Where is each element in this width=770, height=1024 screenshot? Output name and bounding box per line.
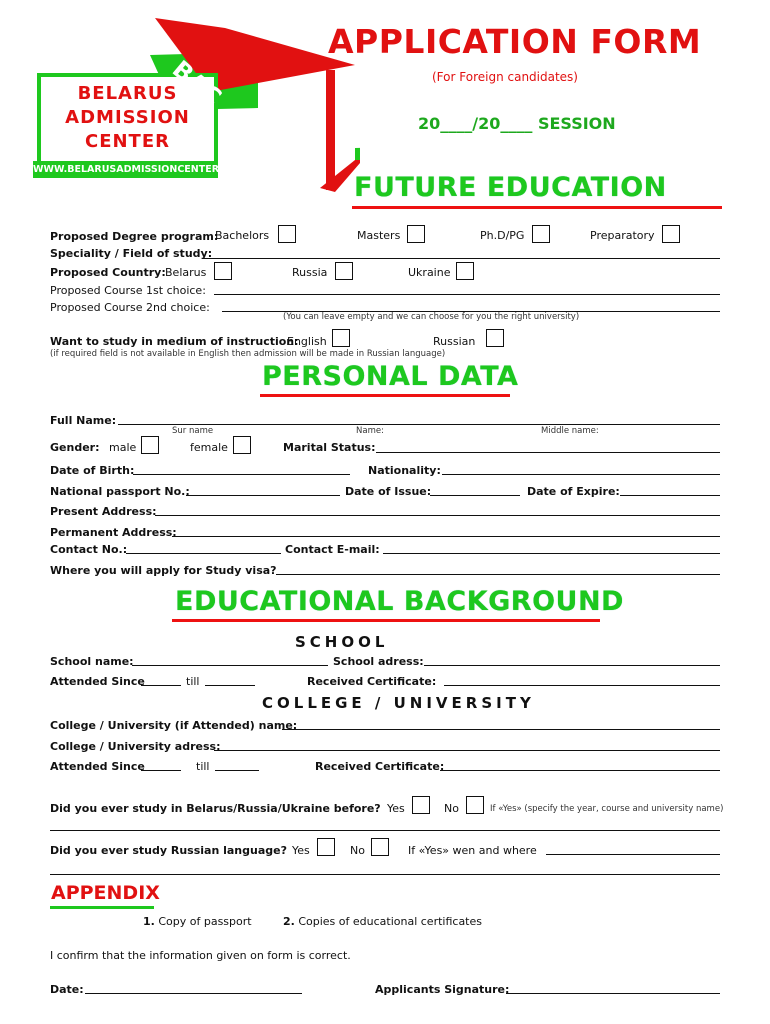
speciality-label: Speciality / Field of study:	[50, 247, 213, 260]
school-since-field[interactable]	[141, 685, 181, 686]
appendix-heading: APPENDIX	[51, 882, 160, 904]
appendix-item-1-text: Copy of passport	[158, 915, 252, 928]
expire-field[interactable]	[620, 495, 720, 496]
degree-phd-checkbox[interactable]	[532, 225, 550, 243]
logo-cap-text: BAC	[167, 55, 227, 112]
study-before-label: Did you ever study in Belarus/Russia/Ukraine before?	[50, 802, 381, 815]
issue-field[interactable]	[430, 495, 520, 496]
college-attended-label: Attended Since	[50, 760, 145, 773]
nationality-label: Nationality:	[368, 464, 441, 477]
school-till-label: till	[186, 675, 200, 688]
medium-russian-checkbox[interactable]	[486, 329, 504, 347]
course-note: (You can leave empty and we can choose for you the right university)	[283, 312, 580, 322]
expire-label: Date of Expire:	[527, 485, 620, 498]
country-belarus-label: Belarus	[165, 266, 207, 279]
school-certificate-field[interactable]	[444, 685, 720, 686]
passport-label: National passport No.:	[50, 485, 190, 498]
college-name-label: College / University (if Attended) name:	[50, 719, 298, 732]
degree-masters-checkbox[interactable]	[407, 225, 425, 243]
full-name-label: Full Name:	[50, 414, 117, 427]
name-hint: Name:	[356, 426, 384, 436]
issue-label: Date of Issue:	[345, 485, 432, 498]
dob-label: Date of Birth:	[50, 464, 135, 477]
full-name-field[interactable]	[118, 424, 720, 425]
course1-label: Proposed Course 1st choice:	[50, 284, 206, 297]
degree-bachelors-label: Bachelors	[215, 229, 270, 242]
contact-label: Contact No.:	[50, 543, 128, 556]
degree-preparatory-checkbox[interactable]	[662, 225, 680, 243]
school-name-label: School name:	[50, 655, 134, 668]
date-label: Date:	[50, 983, 84, 996]
personal-data-underline	[260, 394, 510, 397]
study-before-note: If «Yes» (specify the year, course and university name)	[490, 804, 724, 814]
school-till-field[interactable]	[205, 685, 255, 686]
country-label: Proposed Country:	[50, 266, 166, 279]
medium-label: Want to study in medium of instruction:	[50, 335, 299, 348]
country-russia-label: Russia	[292, 266, 328, 279]
dob-field[interactable]	[133, 474, 350, 475]
appendix-item-2	[283, 915, 482, 928]
gender-female-label: female	[190, 441, 228, 454]
college-certificate-label: Received Certificate:	[315, 760, 445, 773]
degree-label: Proposed Degree program:	[50, 230, 219, 243]
green-stripe	[355, 141, 360, 160]
fill-note: Please fill the form in capital letters	[560, 142, 739, 153]
future-education-heading: FUTURE EDUCATION	[354, 172, 667, 203]
study-before-no-checkbox[interactable]	[466, 796, 484, 814]
signature-field[interactable]	[506, 993, 720, 994]
gender-label: Gender:	[50, 441, 100, 454]
school-adress-label: School adress:	[333, 655, 424, 668]
school-adress-field[interactable]	[424, 665, 720, 666]
russian-no-checkbox[interactable]	[371, 838, 389, 856]
study-before-yes-label: Yes	[387, 802, 405, 815]
medium-english-label: English	[287, 335, 327, 348]
school-certificate-label: Received Certificate:	[307, 675, 437, 688]
course1-field[interactable]	[214, 294, 720, 295]
college-adress-field[interactable]	[214, 750, 720, 751]
medium-note: (if required field is not available in English then admission will be made in Russian language)	[50, 349, 446, 359]
degree-bachelors-checkbox[interactable]	[278, 225, 296, 243]
visa-field[interactable]	[276, 574, 720, 575]
gender-male-label: male	[109, 441, 137, 454]
surname-hint: Sur name	[172, 426, 214, 436]
course2-label: Proposed Course 2nd choice:	[50, 301, 210, 314]
email-field[interactable]	[383, 553, 720, 554]
speciality-field[interactable]	[203, 258, 720, 259]
college-title: COLLEGE / UNIVERSITY	[262, 694, 535, 712]
present-address-field[interactable]	[155, 515, 720, 516]
russian-where-field[interactable]	[546, 854, 720, 855]
college-name-field[interactable]	[282, 729, 720, 730]
country-ukraine-label: Ukraine	[408, 266, 451, 279]
college-till-label: till	[196, 760, 210, 773]
school-title: SCHOOL	[295, 633, 389, 651]
permanent-address-label: Permanent Address:	[50, 526, 177, 539]
college-adress-label: College / University adress:	[50, 740, 221, 753]
study-before-no-label: No	[444, 802, 459, 815]
russian-note: If «Yes» wen and where	[408, 844, 537, 857]
appendix-item-2-number: 2.	[283, 915, 295, 928]
appendix-underline	[50, 906, 154, 909]
logo-line3: CENTER	[84, 131, 170, 152]
page-subtitle: (For Foreign candidates)	[432, 70, 578, 84]
appendix-item-1-number: 1.	[143, 915, 155, 928]
country-belarus-checkbox[interactable]	[214, 262, 232, 280]
cap-tassel	[326, 70, 335, 190]
date-field[interactable]	[85, 993, 302, 994]
college-till-field[interactable]	[215, 770, 259, 771]
logo-url[interactable]: WWW.BELARUSADMISSIONCENTER.COM	[33, 161, 218, 178]
confirm-statement: I confirm that the information given on form is correct.	[50, 949, 351, 962]
medium-russian-label: Russian	[433, 335, 476, 348]
education-underline	[172, 619, 600, 622]
degree-phd-label: Ph.D/PG	[480, 229, 525, 242]
personal-data-heading: PERSONAL DATA	[262, 361, 519, 392]
appendix-item-1	[143, 915, 252, 928]
degree-masters-label: Masters	[357, 229, 401, 242]
school-name-field[interactable]	[132, 665, 328, 666]
school-attended-label: Attended Since	[50, 675, 145, 688]
russian-extra-field[interactable]	[50, 874, 720, 875]
study-before-yes-checkbox[interactable]	[412, 796, 430, 814]
degree-preparatory-label: Preparatory	[590, 229, 655, 242]
logo-line2: ADMISSION	[65, 107, 190, 128]
signature-label: Applicants Signature:	[375, 983, 510, 996]
logo-line1: BELARUS	[77, 83, 178, 104]
country-ukraine-checkbox[interactable]	[456, 262, 474, 280]
russian-question-label: Did you ever study Russian language?	[50, 844, 287, 857]
russian-yes-label: Yes	[292, 844, 310, 857]
contact-field[interactable]	[126, 553, 281, 554]
country-russia-checkbox[interactable]	[335, 262, 353, 280]
education-heading: EDUCATIONAL BACKGROUND	[175, 586, 624, 617]
study-before-field[interactable]	[50, 830, 720, 831]
college-since-field[interactable]	[141, 770, 181, 771]
permanent-address-field[interactable]	[172, 536, 720, 537]
gender-female-checkbox[interactable]	[233, 436, 251, 454]
visa-label: Where you will apply for Study visa?	[50, 564, 277, 577]
marital-label: Marital Status:	[283, 441, 376, 454]
gender-male-checkbox[interactable]	[141, 436, 159, 454]
russian-no-label: No	[350, 844, 365, 857]
middle-name-hint: Middle name:	[541, 426, 599, 436]
present-address-label: Present Address:	[50, 505, 157, 518]
appendix-item-2-text: Copies of educational certificates	[298, 915, 482, 928]
marital-field[interactable]	[376, 452, 720, 453]
college-certificate-field[interactable]	[440, 770, 720, 771]
future-education-underline	[352, 206, 722, 209]
medium-english-checkbox[interactable]	[332, 329, 350, 347]
page-title: APPLICATION FORM	[328, 22, 702, 61]
nationality-field[interactable]	[442, 474, 720, 475]
passport-field[interactable]	[186, 495, 340, 496]
email-label: Contact E-mail:	[285, 543, 380, 556]
session-field[interactable]: 20____/20____ SESSION	[418, 114, 616, 133]
russian-yes-checkbox[interactable]	[317, 838, 335, 856]
